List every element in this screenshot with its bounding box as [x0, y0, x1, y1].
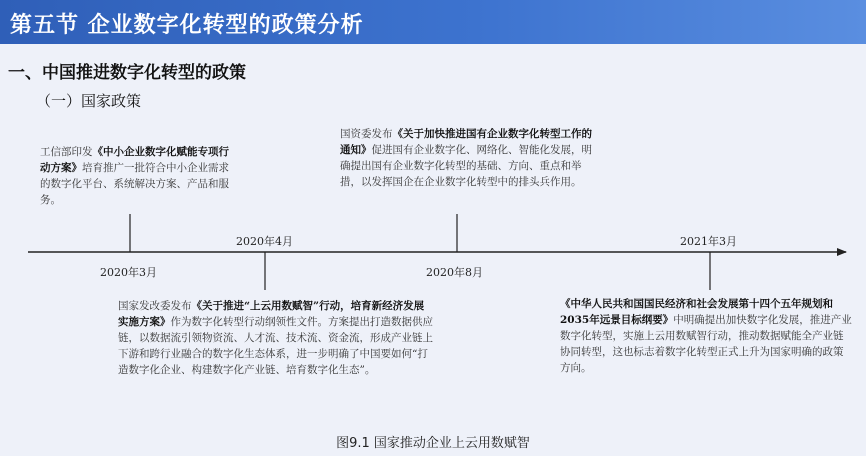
subsection-title: （一）国家政策: [36, 92, 142, 110]
event-policy-title: 《关于推进“上云用数赋智”行动，培育新经济发展实施方案》: [118, 300, 425, 328]
event-description: 作为数字化转型行动纲领性文件。方案提出打造数据供应链，以数据流引领物资流、人才流、技术流、资金流，形成产业链上下游和跨行业融合的数字化生态体系，进一步明确了中国要如何“打造数字化企业、构建数字化产业链、培育数字化生态”。: [118, 316, 433, 376]
event-note-2020-3: [40, 144, 236, 208]
page-title: 第五节 企业数字化转型的政策分析: [10, 13, 364, 38]
event-policy-title: 《中华人民共和国国民经济和社会发展第十四个五年规划和2035年远景目标纲要》: [560, 298, 833, 326]
figure-caption: 图9.1 国家推动企业上云用数赋智: [336, 436, 530, 451]
date-2021-3: 2021年3月: [680, 235, 737, 248]
event-description: 中明确提出加快数字化发展，推进产业数字化转型，实施上云用数赋智行动，推动数据赋能全产业链协同转型，这也标志着数字化转型正式上升为国家明确的政策方向。: [560, 314, 852, 374]
event-note-2021-3: [560, 296, 852, 376]
event-policy-title: 《中小企业数字化赋能专项行动方案》: [40, 146, 229, 174]
event-prefix: 国家发改委发布: [118, 300, 192, 312]
event-note-2020-4: [118, 298, 434, 378]
date-2020-4: 2020年4月: [236, 235, 293, 248]
date-2020-3: 2020年3月: [100, 266, 157, 279]
event-prefix: 工信部印发: [40, 146, 93, 158]
event-description: 培育推广一批符合中小企业需求的数字化平台、系统解决方案、产品和服务。: [40, 162, 229, 206]
event-prefix: 国资委发布: [340, 128, 393, 140]
date-2020-8: 2020年8月: [426, 266, 483, 279]
event-note-2020-8: [340, 126, 602, 190]
event-description: 促进国有企业数字化、网络化、智能化发展，明确提出国有企业数字化转型的基础、方向、重点和举措，以发挥国企在企业数字化转型中的排头兵作用。: [340, 144, 592, 188]
section-title: 一、中国推进数字化转型的政策: [8, 63, 246, 83]
event-policy-title: 《关于加快推进国有企业数字化转型工作的通知》: [340, 128, 592, 156]
